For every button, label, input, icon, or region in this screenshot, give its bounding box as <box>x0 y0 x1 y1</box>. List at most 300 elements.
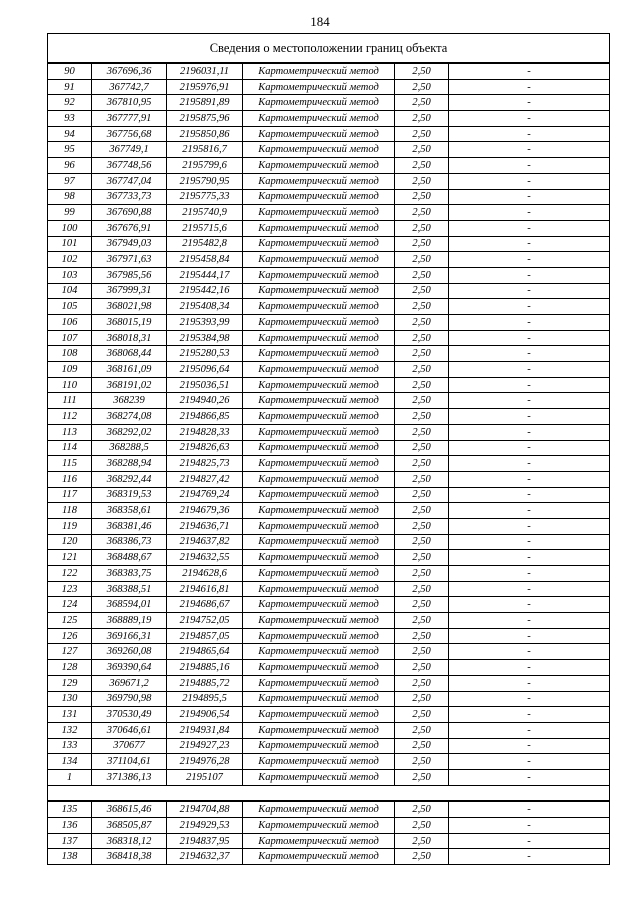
section-separator-row <box>48 785 610 801</box>
description-cell: - <box>449 471 610 487</box>
y-coordinate-cell: 2195107 <box>167 769 243 785</box>
x-coordinate-cell: 370530,49 <box>92 707 167 723</box>
accuracy-cell: 2,50 <box>395 707 449 723</box>
accuracy-cell: 2,50 <box>395 126 449 142</box>
table-row <box>48 769 610 785</box>
y-coordinate-cell: 2194679,36 <box>167 503 243 519</box>
x-coordinate-cell: 370677 <box>92 738 167 754</box>
method-cell: Картометрический метод <box>243 644 395 660</box>
method-cell: Картометрический метод <box>243 769 395 785</box>
description-cell: - <box>449 409 610 425</box>
description-cell: - <box>449 628 610 644</box>
table-row <box>48 205 610 221</box>
method-cell: Картометрический метод <box>243 849 395 865</box>
point-number-cell: 116 <box>48 471 92 487</box>
method-cell: Картометрический метод <box>243 111 395 127</box>
table-row <box>48 707 610 723</box>
x-coordinate-cell: 367696,36 <box>92 63 167 79</box>
table-row <box>48 315 610 331</box>
x-coordinate-cell: 367949,03 <box>92 236 167 252</box>
method-cell: Картометрический метод <box>243 738 395 754</box>
accuracy-cell: 2,50 <box>395 236 449 252</box>
method-cell: Картометрический метод <box>243 566 395 582</box>
description-cell: - <box>449 346 610 362</box>
accuracy-cell: 2,50 <box>395 252 449 268</box>
x-coordinate-cell: 367690,88 <box>92 205 167 221</box>
point-number-cell: 137 <box>48 833 92 849</box>
description-cell: - <box>449 849 610 865</box>
table-row <box>48 173 610 189</box>
y-coordinate-cell: 2194686,67 <box>167 597 243 613</box>
description-cell: - <box>449 393 610 409</box>
x-coordinate-cell: 371386,13 <box>92 769 167 785</box>
method-cell: Картометрический метод <box>243 818 395 834</box>
y-coordinate-cell: 2195393,99 <box>167 315 243 331</box>
table-row <box>48 675 610 691</box>
x-coordinate-cell: 368319,53 <box>92 487 167 503</box>
x-coordinate-cell: 369390,64 <box>92 660 167 676</box>
point-number-cell: 119 <box>48 518 92 534</box>
y-coordinate-cell: 2194628,6 <box>167 566 243 582</box>
description-cell: - <box>449 675 610 691</box>
method-cell: Картометрический метод <box>243 173 395 189</box>
y-coordinate-cell: 2194616,81 <box>167 581 243 597</box>
description-cell: - <box>449 236 610 252</box>
table-row <box>48 550 610 566</box>
description-cell: - <box>449 597 610 613</box>
point-number-cell: 113 <box>48 424 92 440</box>
accuracy-cell: 2,50 <box>395 550 449 566</box>
table-row <box>48 346 610 362</box>
description-cell: - <box>449 377 610 393</box>
table-row <box>48 111 610 127</box>
method-cell: Картометрический метод <box>243 315 395 331</box>
point-number-cell: 112 <box>48 409 92 425</box>
description-cell: - <box>449 252 610 268</box>
x-coordinate-cell: 367742,7 <box>92 79 167 95</box>
y-coordinate-cell: 2194632,55 <box>167 550 243 566</box>
method-cell: Картометрический метод <box>243 833 395 849</box>
x-coordinate-cell: 367748,56 <box>92 158 167 174</box>
point-number-cell: 93 <box>48 111 92 127</box>
y-coordinate-cell: 2194704,88 <box>167 801 243 817</box>
point-number-cell: 102 <box>48 252 92 268</box>
y-coordinate-cell: 2194637,82 <box>167 534 243 550</box>
point-number-cell: 138 <box>48 849 92 865</box>
description-cell: - <box>449 691 610 707</box>
table-row <box>48 487 610 503</box>
y-coordinate-cell: 2195280,53 <box>167 346 243 362</box>
point-number-cell: 95 <box>48 142 92 158</box>
description-cell: - <box>449 769 610 785</box>
x-coordinate-cell: 369260,08 <box>92 644 167 660</box>
description-cell: - <box>449 362 610 378</box>
accuracy-cell: 2,50 <box>395 722 449 738</box>
table-row <box>48 738 610 754</box>
accuracy-cell: 2,50 <box>395 597 449 613</box>
y-coordinate-cell: 2194866,85 <box>167 409 243 425</box>
description-cell: - <box>449 534 610 550</box>
point-number-cell: 106 <box>48 315 92 331</box>
accuracy-cell: 2,50 <box>395 142 449 158</box>
x-coordinate-cell: 371104,61 <box>92 754 167 770</box>
method-cell: Картометрический метод <box>243 440 395 456</box>
method-cell: Картометрический метод <box>243 220 395 236</box>
point-number-cell: 118 <box>48 503 92 519</box>
point-number-cell: 130 <box>48 691 92 707</box>
y-coordinate-cell: 2194865,64 <box>167 644 243 660</box>
point-number-cell: 100 <box>48 220 92 236</box>
method-cell: Картометрический метод <box>243 189 395 205</box>
x-coordinate-cell: 367733,73 <box>92 189 167 205</box>
x-coordinate-cell: 368386,73 <box>92 534 167 550</box>
description-cell: - <box>449 440 610 456</box>
point-number-cell: 91 <box>48 79 92 95</box>
y-coordinate-cell: 2195384,98 <box>167 330 243 346</box>
point-number-cell: 101 <box>48 236 92 252</box>
y-coordinate-cell: 2195408,34 <box>167 299 243 315</box>
description-cell: - <box>449 818 610 834</box>
method-cell: Картометрический метод <box>243 63 395 79</box>
accuracy-cell: 2,50 <box>395 95 449 111</box>
x-coordinate-cell: 367810,95 <box>92 95 167 111</box>
accuracy-cell: 2,50 <box>395 503 449 519</box>
y-coordinate-cell: 2194827,42 <box>167 471 243 487</box>
accuracy-cell: 2,50 <box>395 581 449 597</box>
table-row <box>48 456 610 472</box>
point-number-cell: 98 <box>48 189 92 205</box>
description-cell: - <box>449 220 610 236</box>
y-coordinate-cell: 2194826,63 <box>167 440 243 456</box>
description-cell: - <box>449 158 610 174</box>
table-row <box>48 220 610 236</box>
table-row <box>48 158 610 174</box>
table-row <box>48 818 610 834</box>
description-cell: - <box>449 487 610 503</box>
y-coordinate-cell: 2194885,16 <box>167 660 243 676</box>
method-cell: Картометрический метод <box>243 252 395 268</box>
accuracy-cell: 2,50 <box>395 283 449 299</box>
table-row <box>48 566 610 582</box>
point-number-cell: 126 <box>48 628 92 644</box>
accuracy-cell: 2,50 <box>395 205 449 221</box>
x-coordinate-cell: 368288,5 <box>92 440 167 456</box>
point-number-cell: 125 <box>48 613 92 629</box>
point-number-cell: 117 <box>48 487 92 503</box>
accuracy-cell: 2,50 <box>395 189 449 205</box>
accuracy-cell: 2,50 <box>395 377 449 393</box>
accuracy-cell: 2,50 <box>395 849 449 865</box>
y-coordinate-cell: 2195891,89 <box>167 95 243 111</box>
table-row <box>48 79 610 95</box>
table-row <box>48 330 610 346</box>
point-number-cell: 123 <box>48 581 92 597</box>
y-coordinate-cell: 2194929,53 <box>167 818 243 834</box>
x-coordinate-cell: 368292,02 <box>92 424 167 440</box>
description-cell: - <box>449 518 610 534</box>
x-coordinate-cell: 368021,98 <box>92 299 167 315</box>
accuracy-cell: 2,50 <box>395 315 449 331</box>
accuracy-cell: 2,50 <box>395 409 449 425</box>
table-row <box>48 660 610 676</box>
table-row <box>48 722 610 738</box>
x-coordinate-cell: 369671,2 <box>92 675 167 691</box>
description-cell: - <box>449 142 610 158</box>
method-cell: Картометрический метод <box>243 409 395 425</box>
y-coordinate-cell: 2196031,11 <box>167 63 243 79</box>
method-cell: Картометрический метод <box>243 487 395 503</box>
description-cell: - <box>449 79 610 95</box>
accuracy-cell: 2,50 <box>395 818 449 834</box>
y-coordinate-cell: 2195799,6 <box>167 158 243 174</box>
x-coordinate-cell: 368318,12 <box>92 833 167 849</box>
method-cell: Картометрический метод <box>243 362 395 378</box>
accuracy-cell: 2,50 <box>395 566 449 582</box>
table-row <box>48 63 610 79</box>
point-number-cell: 90 <box>48 63 92 79</box>
accuracy-cell: 2,50 <box>395 330 449 346</box>
y-coordinate-cell: 2194636,71 <box>167 518 243 534</box>
accuracy-cell: 2,50 <box>395 173 449 189</box>
description-cell: - <box>449 707 610 723</box>
method-cell: Картометрический метод <box>243 518 395 534</box>
table-row <box>48 534 610 550</box>
x-coordinate-cell: 367676,91 <box>92 220 167 236</box>
point-number-cell: 132 <box>48 722 92 738</box>
accuracy-cell: 2,50 <box>395 660 449 676</box>
method-cell: Картометрический метод <box>243 95 395 111</box>
description-cell: - <box>449 550 610 566</box>
y-coordinate-cell: 2194976,28 <box>167 754 243 770</box>
point-number-cell: 111 <box>48 393 92 409</box>
x-coordinate-cell: 368239 <box>92 393 167 409</box>
method-cell: Картометрический метод <box>243 424 395 440</box>
description-cell: - <box>449 581 610 597</box>
method-cell: Картометрический метод <box>243 330 395 346</box>
y-coordinate-cell: 2194837,95 <box>167 833 243 849</box>
method-cell: Картометрический метод <box>243 158 395 174</box>
description-cell: - <box>449 95 610 111</box>
point-number-cell: 128 <box>48 660 92 676</box>
description-cell: - <box>449 503 610 519</box>
accuracy-cell: 2,50 <box>395 362 449 378</box>
method-cell: Картометрический метод <box>243 79 395 95</box>
point-number-cell: 94 <box>48 126 92 142</box>
y-coordinate-cell: 2195458,84 <box>167 252 243 268</box>
point-number-cell: 92 <box>48 95 92 111</box>
x-coordinate-cell: 370646,61 <box>92 722 167 738</box>
point-number-cell: 109 <box>48 362 92 378</box>
accuracy-cell: 2,50 <box>395 111 449 127</box>
description-cell: - <box>449 315 610 331</box>
method-cell: Картометрический метод <box>243 675 395 691</box>
accuracy-cell: 2,50 <box>395 628 449 644</box>
point-number-cell: 105 <box>48 299 92 315</box>
y-coordinate-cell: 2195442,16 <box>167 283 243 299</box>
accuracy-cell: 2,50 <box>395 79 449 95</box>
table-row <box>48 503 610 519</box>
method-cell: Картометрический метод <box>243 754 395 770</box>
point-number-cell: 121 <box>48 550 92 566</box>
point-number-cell: 103 <box>48 267 92 283</box>
table-row <box>48 440 610 456</box>
accuracy-cell: 2,50 <box>395 267 449 283</box>
accuracy-cell: 2,50 <box>395 487 449 503</box>
x-coordinate-cell: 368505,87 <box>92 818 167 834</box>
x-coordinate-cell: 368383,75 <box>92 566 167 582</box>
method-cell: Картометрический метод <box>243 707 395 723</box>
x-coordinate-cell: 368615,46 <box>92 801 167 817</box>
accuracy-cell: 2,50 <box>395 456 449 472</box>
table-row <box>48 628 610 644</box>
y-coordinate-cell: 2194940,26 <box>167 393 243 409</box>
y-coordinate-cell: 2195482,8 <box>167 236 243 252</box>
method-cell: Картометрический метод <box>243 503 395 519</box>
table-row <box>48 849 610 865</box>
table-row <box>48 801 610 817</box>
table-row <box>48 613 610 629</box>
point-number-cell: 107 <box>48 330 92 346</box>
point-number-cell: 97 <box>48 173 92 189</box>
y-coordinate-cell: 2195816,7 <box>167 142 243 158</box>
table-row <box>48 393 610 409</box>
method-cell: Картометрический метод <box>243 346 395 362</box>
accuracy-cell: 2,50 <box>395 754 449 770</box>
point-number-cell: 108 <box>48 346 92 362</box>
x-coordinate-cell: 368068,44 <box>92 346 167 362</box>
description-cell: - <box>449 566 610 582</box>
table-row <box>48 581 610 597</box>
description-cell: - <box>449 189 610 205</box>
table-row <box>48 409 610 425</box>
method-cell: Картометрический метод <box>243 299 395 315</box>
y-coordinate-cell: 2194825,73 <box>167 456 243 472</box>
method-cell: Картометрический метод <box>243 126 395 142</box>
description-cell: - <box>449 644 610 660</box>
description-cell: - <box>449 613 610 629</box>
method-cell: Картометрический метод <box>243 534 395 550</box>
y-coordinate-cell: 2194857,05 <box>167 628 243 644</box>
y-coordinate-cell: 2195036,51 <box>167 377 243 393</box>
y-coordinate-cell: 2195775,33 <box>167 189 243 205</box>
point-number-cell: 1 <box>48 769 92 785</box>
table-row <box>48 252 610 268</box>
point-number-cell: 131 <box>48 707 92 723</box>
method-cell: Картометрический метод <box>243 205 395 221</box>
page-number: 184 <box>310 14 330 29</box>
boundary-coordinates-table <box>47 33 610 865</box>
method-cell: Картометрический метод <box>243 722 395 738</box>
x-coordinate-cell: 368488,67 <box>92 550 167 566</box>
table-row <box>48 189 610 205</box>
x-coordinate-cell: 367749,1 <box>92 142 167 158</box>
x-coordinate-cell: 367985,56 <box>92 267 167 283</box>
point-number-cell: 133 <box>48 738 92 754</box>
table-row <box>48 377 610 393</box>
description-cell: - <box>449 801 610 817</box>
description-cell: - <box>449 738 610 754</box>
point-number-cell: 120 <box>48 534 92 550</box>
method-cell: Картометрический метод <box>243 283 395 299</box>
description-cell: - <box>449 754 610 770</box>
point-number-cell: 96 <box>48 158 92 174</box>
table-row <box>48 518 610 534</box>
accuracy-cell: 2,50 <box>395 675 449 691</box>
accuracy-cell: 2,50 <box>395 691 449 707</box>
y-coordinate-cell: 2195875,96 <box>167 111 243 127</box>
description-cell: - <box>449 299 610 315</box>
point-number-cell: 124 <box>48 597 92 613</box>
point-number-cell: 122 <box>48 566 92 582</box>
accuracy-cell: 2,50 <box>395 801 449 817</box>
method-cell: Картометрический метод <box>243 613 395 629</box>
y-coordinate-cell: 2194895,5 <box>167 691 243 707</box>
x-coordinate-cell: 368889,19 <box>92 613 167 629</box>
method-cell: Картометрический метод <box>243 267 395 283</box>
accuracy-cell: 2,50 <box>395 471 449 487</box>
point-number-cell: 110 <box>48 377 92 393</box>
table-title-row <box>48 34 610 64</box>
x-coordinate-cell: 368018,31 <box>92 330 167 346</box>
description-cell: - <box>449 205 610 221</box>
table-title: Сведения о местоположении границ объекта <box>48 34 610 64</box>
table-row <box>48 299 610 315</box>
separator-cell <box>48 785 610 801</box>
description-cell: - <box>449 173 610 189</box>
method-cell: Картометрический метод <box>243 801 395 817</box>
x-coordinate-cell: 367971,63 <box>92 252 167 268</box>
point-number-cell: 129 <box>48 675 92 691</box>
table-row <box>48 126 610 142</box>
description-cell: - <box>449 63 610 79</box>
accuracy-cell: 2,50 <box>395 63 449 79</box>
accuracy-cell: 2,50 <box>395 518 449 534</box>
method-cell: Картометрический метод <box>243 550 395 566</box>
y-coordinate-cell: 2195850,86 <box>167 126 243 142</box>
accuracy-cell: 2,50 <box>395 769 449 785</box>
description-cell: - <box>449 126 610 142</box>
accuracy-cell: 2,50 <box>395 220 449 236</box>
method-cell: Картометрический метод <box>243 456 395 472</box>
x-coordinate-cell: 367756,68 <box>92 126 167 142</box>
accuracy-cell: 2,50 <box>395 738 449 754</box>
method-cell: Картометрический метод <box>243 581 395 597</box>
accuracy-cell: 2,50 <box>395 299 449 315</box>
description-cell: - <box>449 111 610 127</box>
method-cell: Картометрический метод <box>243 377 395 393</box>
accuracy-cell: 2,50 <box>395 424 449 440</box>
table-row <box>48 644 610 660</box>
y-coordinate-cell: 2194769,24 <box>167 487 243 503</box>
x-coordinate-cell: 368191,02 <box>92 377 167 393</box>
x-coordinate-cell: 368292,44 <box>92 471 167 487</box>
point-number-cell: 135 <box>48 801 92 817</box>
table-row <box>48 691 610 707</box>
x-coordinate-cell: 368161,09 <box>92 362 167 378</box>
table-row <box>48 95 610 111</box>
y-coordinate-cell: 2194632,37 <box>167 849 243 865</box>
method-cell: Картометрический метод <box>243 660 395 676</box>
point-number-cell: 127 <box>48 644 92 660</box>
x-coordinate-cell: 368274,08 <box>92 409 167 425</box>
y-coordinate-cell: 2194927,23 <box>167 738 243 754</box>
point-number-cell: 104 <box>48 283 92 299</box>
table-row <box>48 833 610 849</box>
x-coordinate-cell: 368358,61 <box>92 503 167 519</box>
method-cell: Картометрический метод <box>243 628 395 644</box>
x-coordinate-cell: 367999,31 <box>92 283 167 299</box>
method-cell: Картометрический метод <box>243 236 395 252</box>
